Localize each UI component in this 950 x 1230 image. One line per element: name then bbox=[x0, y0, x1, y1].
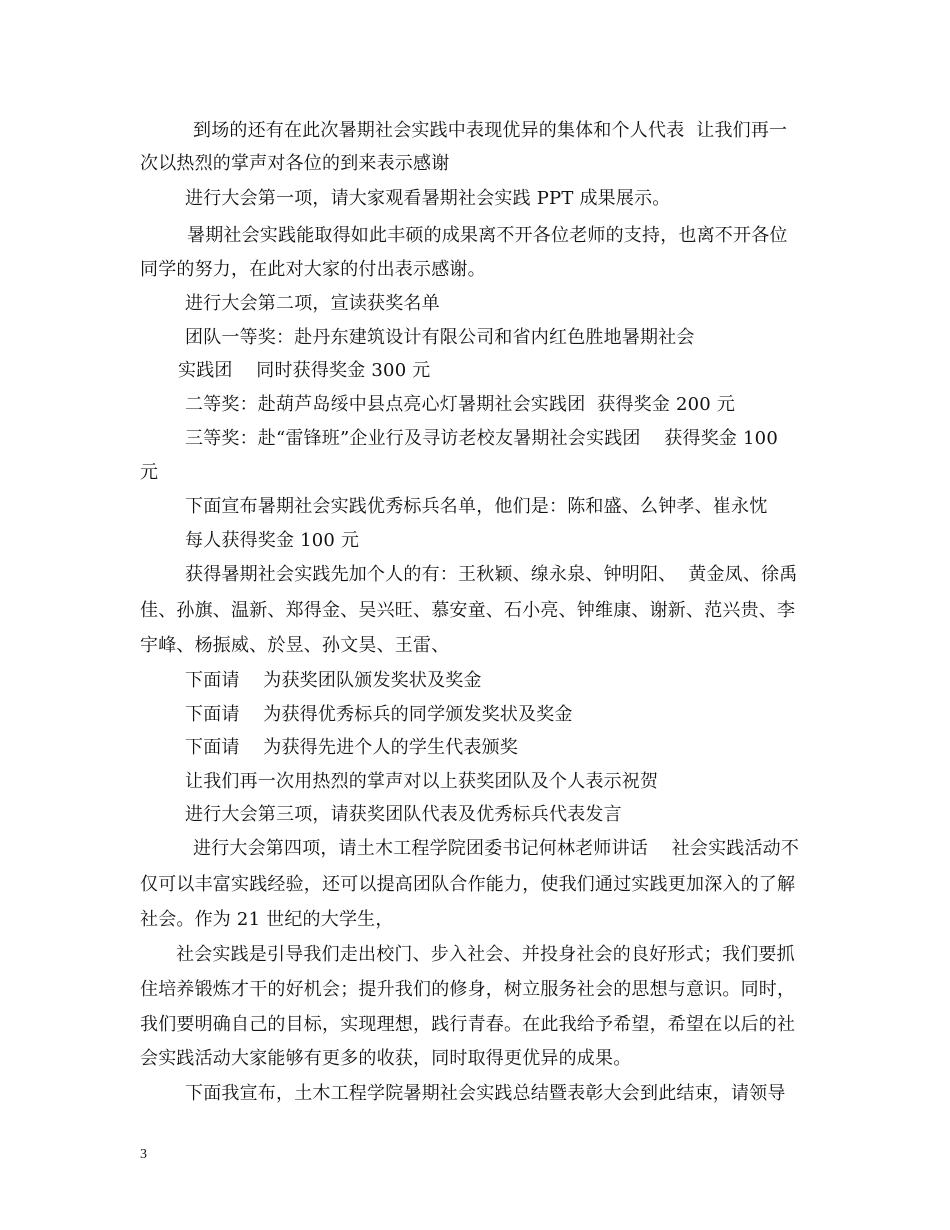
text-line: 我们要明确自己的目标，实现理想，践行青春。在此我给予希望，希望在以后的社 bbox=[140, 1014, 796, 1035]
text-line: 实践团 同时获得奖金 300 元 bbox=[178, 360, 431, 381]
text-line: 进行大会第二项，宣读获奖名单 bbox=[185, 293, 440, 314]
text-line: 到场的还有在此次暑期社会实践中表现优异的集体和个人代表 让我们再一 bbox=[193, 120, 788, 141]
text-line: 进行大会第三项，请获奖团队代表及优秀标兵代表发言 bbox=[185, 804, 622, 825]
text-line: 下面请 为获得优秀标兵的同学颁发奖状及奖金 bbox=[185, 704, 573, 725]
text-line: 宇峰、杨振威、於昱、孙文昊、王雷、 bbox=[140, 635, 450, 656]
text-line: 下面我宣布，土木工程学院暑期社会实践总结暨表彰大会到此结束，请领导 bbox=[185, 1083, 786, 1104]
text-line: 元 bbox=[140, 462, 159, 483]
text-line: 佳、孙旗、温新、郑得金、吴兴旺、慕安童、石小亮、钟维康、谢新、范兴贵、李 bbox=[140, 600, 796, 621]
text-line: 获得暑期社会实践先加个人的有：王秋颖、缐永泉、钟明阳、 黄金凤、徐禹 bbox=[185, 564, 798, 585]
text-line: 三等奖：赴“雷锋班”企业行及寻访老校友暑期社会实践团 获得奖金 100 bbox=[185, 428, 778, 449]
text-line: 下面请 为获奖团队颁发奖状及奖金 bbox=[185, 670, 482, 691]
text-line: 同学的努力，在此对大家的付出表示感谢。 bbox=[140, 259, 486, 280]
text-line: 社会实践是引导我们走出校门、步入社会、并投身社会的良好形式；我们要抓 bbox=[176, 944, 795, 965]
text-line: 每人获得奖金 100 元 bbox=[185, 530, 360, 551]
text-line: 进行大会第一项，请大家观看暑期社会实践 PPT 成果展示。 bbox=[185, 188, 671, 209]
text-line: 次以热烈的掌声对各位的到来表示感谢 bbox=[140, 153, 450, 174]
text-line: 下面请 为获得先进个人的学生代表颁奖 bbox=[185, 737, 519, 758]
text-line: 住培养锻炼才干的好机会；提升我们的修身，树立服务社会的思想与意识。同时， bbox=[140, 979, 796, 1000]
text-line: 二等奖：赴葫芦岛绥中县点亮心灯暑期社会实践团 获得奖金 200 元 bbox=[185, 394, 736, 415]
text-line: 社会。作为 21 世纪的大学生， bbox=[140, 909, 394, 930]
text-line: 让我们再一次用热烈的掌声对以上获奖团队及个人表示祝贺 bbox=[185, 771, 659, 792]
text-line: 仅可以丰富实践经验，还可以提高团队合作能力，使我们通过实践更加深入的了解 bbox=[140, 874, 796, 895]
text-line: 团队一等奖：赴丹东建筑设计有限公司和省内红色胜地暑期社会 bbox=[185, 327, 695, 348]
text-line: 下面宣布暑期社会实践优秀标兵名单，他们是：陈和盛、么钟孝、崔永忱 bbox=[185, 496, 768, 517]
text-line: 会实践活动大家能够有更多的收获，同时取得更优异的成果。 bbox=[140, 1048, 632, 1069]
text-line: 暑期社会实践能取得如此丰硕的成果离不开各位老师的支持，也离不开各位 bbox=[187, 225, 788, 246]
text-line: 进行大会第四项，请土木工程学院团委书记何林老师讲话 社会实践活动不 bbox=[193, 838, 800, 859]
page-number: 3 bbox=[140, 1147, 147, 1162]
